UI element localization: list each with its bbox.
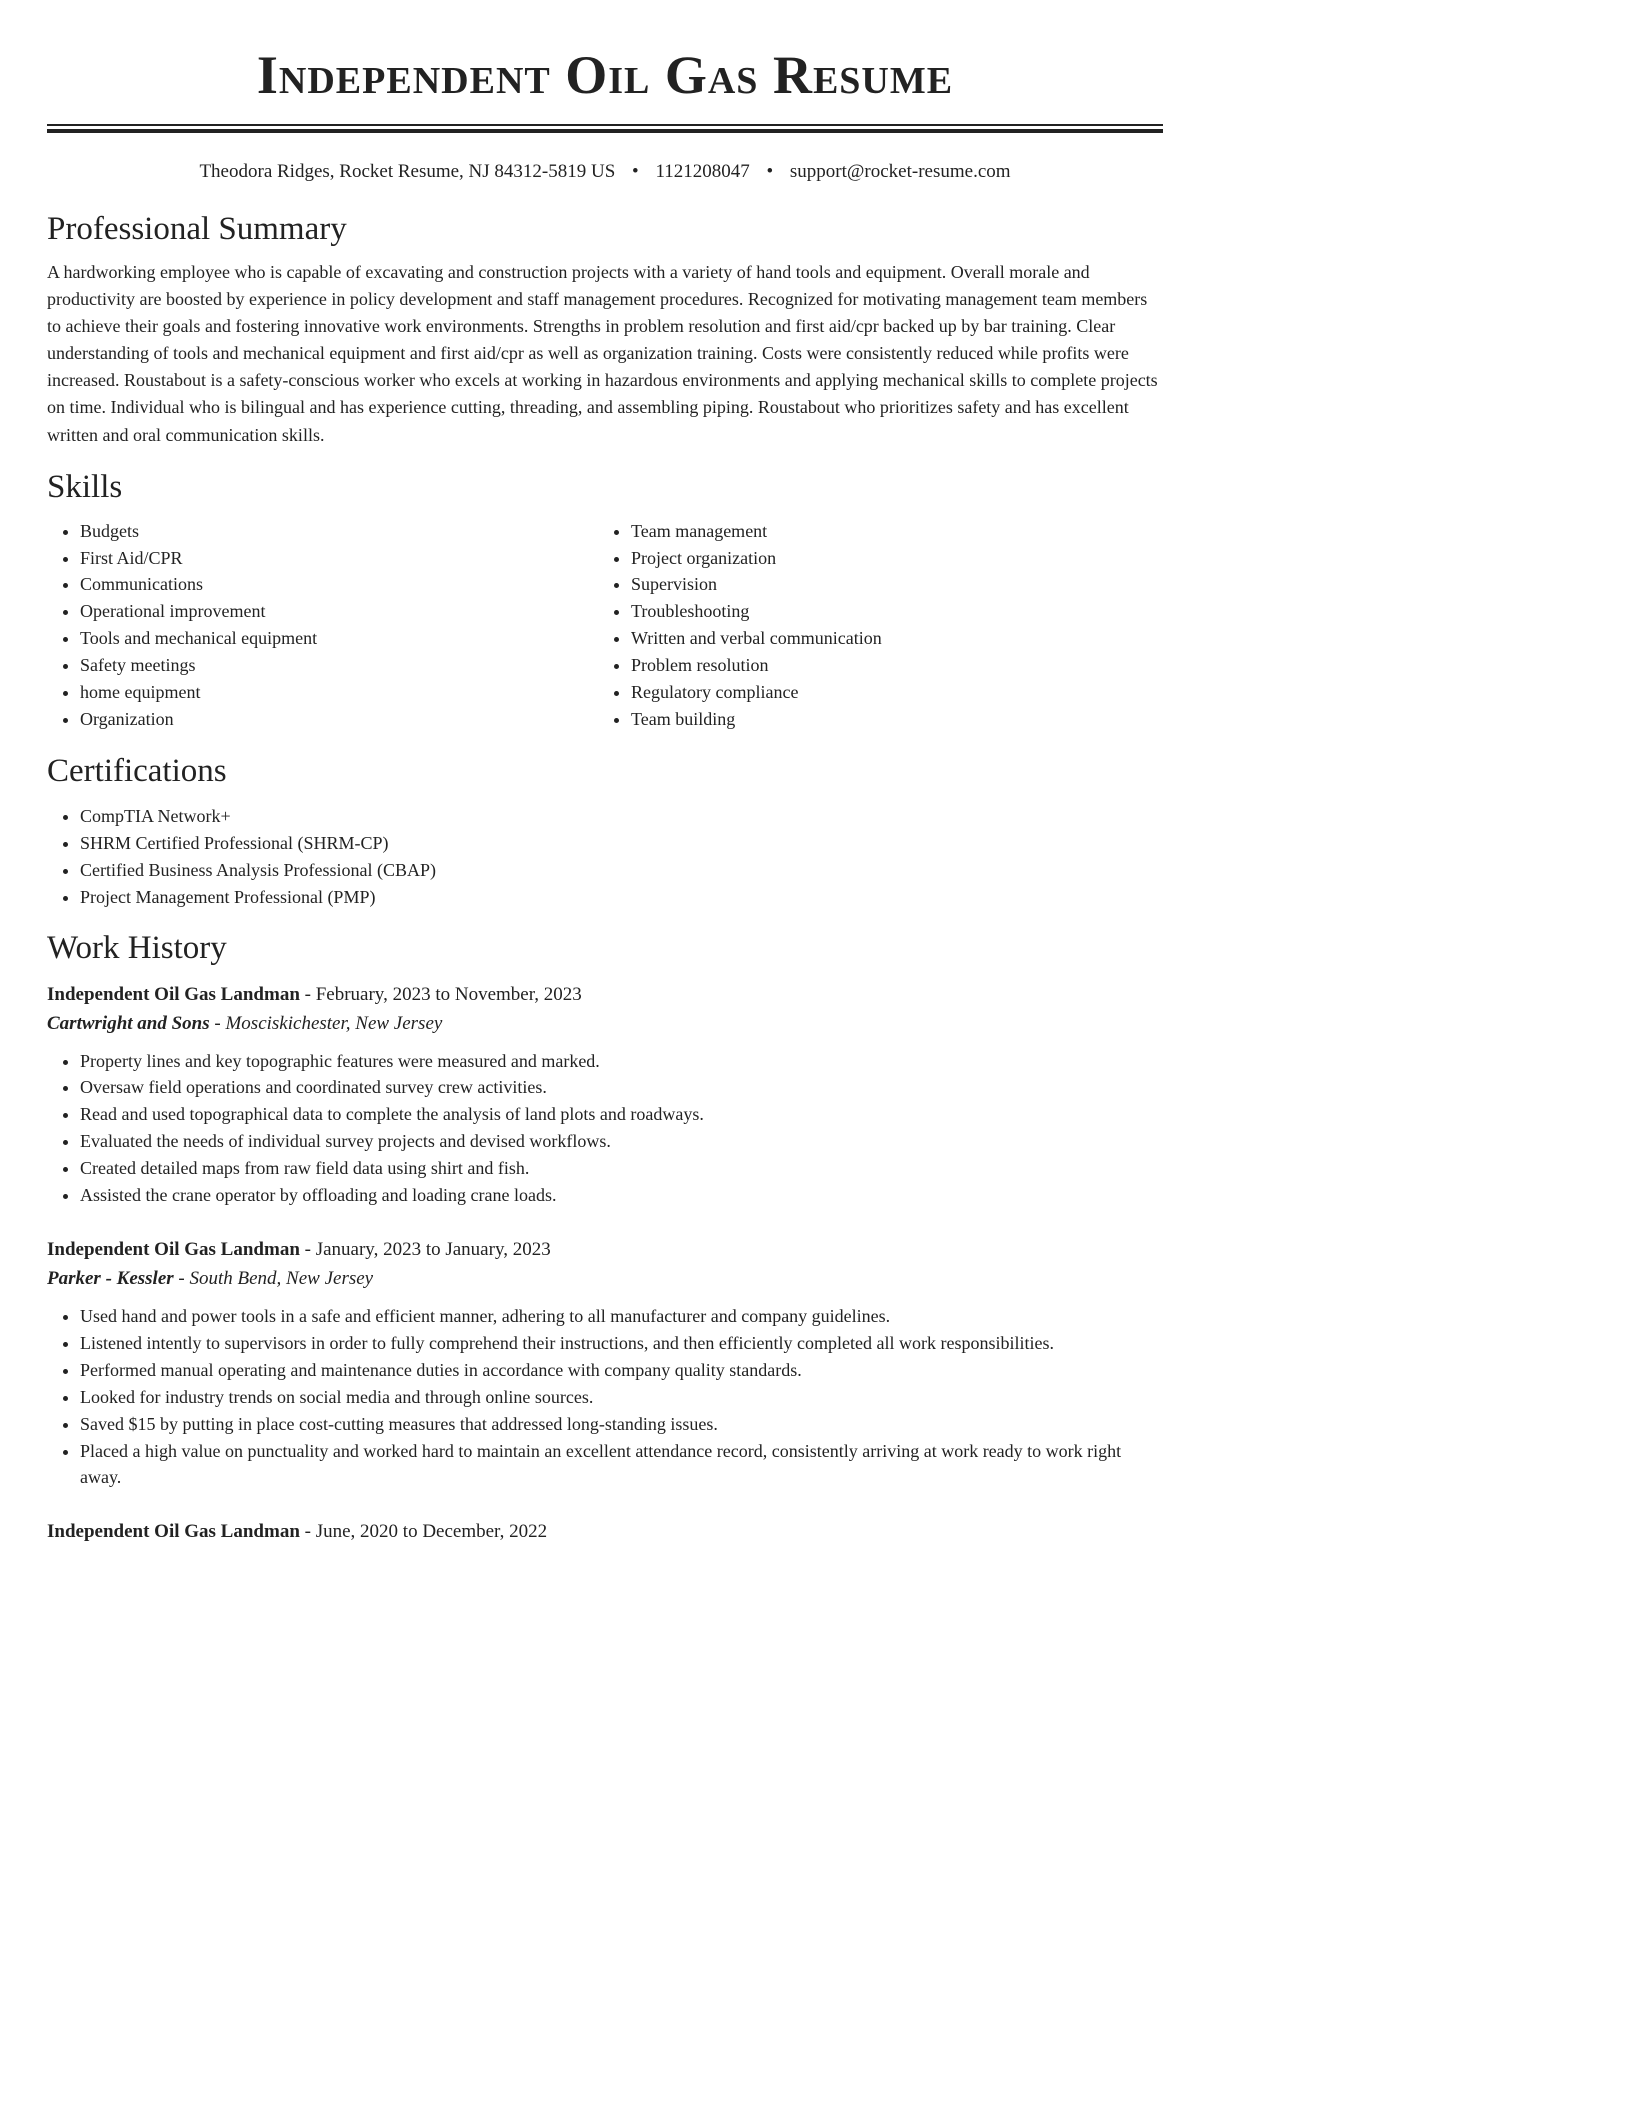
job-entry [47, 1235, 1163, 1491]
job-dates: - June, 2020 to December, 2022 [299, 1521, 548, 1543]
contact-email: support@rocket-resume.com [789, 161, 1011, 182]
job-duty: • Evaluated the needs of individual survey projects and devised workflows. [80, 1128, 1163, 1155]
job-dates: - February, 2023 to November, 2023 [299, 983, 582, 1005]
certification-item: • Project Management Professional (PMP) [80, 884, 1163, 911]
job-entry [47, 980, 1163, 1209]
skill-item: • Organization [80, 706, 598, 733]
certifications-list [47, 803, 1163, 911]
skills-heading: Skills [47, 468, 123, 505]
job-title: Independent Oil Gas Landman [47, 1238, 300, 1260]
skills-column-left [47, 518, 598, 733]
job-duty: • Looked for industry trends on social media and through online sources. [80, 1384, 1163, 1411]
skill-item: • Operational improvement [80, 598, 598, 625]
skill-item: • Team management [631, 518, 1149, 545]
job-header [47, 1517, 1163, 1546]
contact-separator: • [766, 161, 774, 182]
skills-grid [47, 518, 1163, 733]
summary-heading: Professional Summary [47, 211, 347, 247]
job-duty: • Read and used topographical data to complete the analysis of land plots and roadways. [80, 1101, 1163, 1128]
skill-item: • Tools and mechanical equipment [80, 625, 598, 652]
job-title: Independent Oil Gas Landman [47, 1521, 300, 1543]
company-line [47, 1264, 1163, 1293]
skill-item: • Written and verbal communication [631, 625, 1149, 652]
job-duties-list [47, 1048, 1163, 1209]
job-duty: • Performed manual operating and maintenance duties in accordance with company quality standards. [80, 1357, 1163, 1384]
job-dates: - January, 2023 to January, 2023 [299, 1238, 551, 1260]
certification-item: • Certified Business Analysis Professional (CBAP) [80, 857, 1163, 884]
certification-item: • CompTIA Network+ [80, 803, 1163, 830]
job-header [47, 1235, 1163, 1264]
page-title: Independent Oil Gas Resume [256, 45, 954, 105]
job-duty: • Used hand and power tools in a safe and efficient manner, adhering to all manufacturer and company guidelines. [80, 1303, 1163, 1330]
job-duties-list [47, 1303, 1163, 1491]
skill-item: • Communications [80, 571, 598, 598]
job-title: Independent Oil Gas Landman [47, 983, 300, 1005]
skill-item: • home equipment [80, 679, 598, 706]
skill-item: • Problem resolution [631, 652, 1149, 679]
company-name: Parker - Kessler [47, 1267, 174, 1289]
certifications-heading: Certifications [47, 752, 227, 789]
company-line [47, 1009, 1163, 1038]
company-location: - Mosciskichester, New Jersey [209, 1012, 443, 1034]
skill-item: • Supervision [631, 571, 1149, 598]
skill-item: • Project organization [631, 545, 1149, 572]
work-history-heading: Work History [47, 929, 227, 966]
job-duty: • Saved $15 by putting in place cost-cutting measures that addressed long-standing issues. [80, 1411, 1163, 1438]
summary-text: A hardworking employee who is capable of excavating and construction projects with a variety of hand tools and equipment. Overall morale and productivity are boosted by experience in policy development and staff management procedures. Recognized for motivating management team members to achieve their goals and fostering innovative work environments. Strengths in problem resolution and first aid/cpr backed up by bar training. Clear understanding of tools and mechanical equipment and first aid/cpr as well as organization training. Costs were consistently reduced while profits were increased. Roustabout is a safety-conscious worker who excels at working in hazardous environments and applying mechanical skills to complete projects on time. Individual who is bilingual and has experience cutting, threading, and assembling piping. Roustabout who prioritizes safety and has excellent written and oral communication skills. [47, 262, 1158, 445]
company-name: Cartwright and Sons [47, 1012, 210, 1034]
certification-item: • SHRM Certified Professional (SHRM-CP) [80, 830, 1163, 857]
skills-list-right [598, 518, 1149, 733]
skill-item: • Safety meetings [80, 652, 598, 679]
job-duty: • Property lines and key topographic features were measured and marked. [80, 1048, 1163, 1075]
job-duty: • Listened intently to supervisors in order to fully comprehend their instructions, and then efficiently completed all work responsibilities. [80, 1330, 1163, 1357]
contact-address: Theodora Ridges, Rocket Resume, NJ 84312-5819 US [199, 161, 616, 182]
job-duty: • Assisted the crane operator by offloading and loading crane loads. [80, 1182, 1163, 1209]
job-duty: • Oversaw field operations and coordinated survey crew activities. [80, 1074, 1163, 1101]
job-duty: • Created detailed maps from raw field data using shirt and fish. [80, 1155, 1163, 1182]
company-location: - South Bend, New Jersey [173, 1267, 374, 1289]
job-duty: • Placed a high value on punctuality and worked hard to maintain an excellent attendance record, consistently arriving at work ready to work right away. [80, 1438, 1163, 1492]
contact-separator: • [632, 161, 639, 182]
job-entry [47, 1517, 1163, 1546]
skills-column-right [598, 518, 1149, 733]
skill-item: • First Aid/CPR [80, 545, 598, 572]
skill-item: • Troubleshooting [631, 598, 1149, 625]
skills-list-left [47, 518, 598, 733]
skill-item: • Budgets [80, 518, 598, 545]
contact-phone: 1121208047 [655, 161, 750, 182]
skill-item: • Team building [631, 706, 1149, 733]
job-header [47, 980, 1163, 1009]
title-divider [47, 124, 1163, 133]
contact-line [47, 161, 1163, 183]
skill-item: • Regulatory compliance [631, 679, 1149, 706]
